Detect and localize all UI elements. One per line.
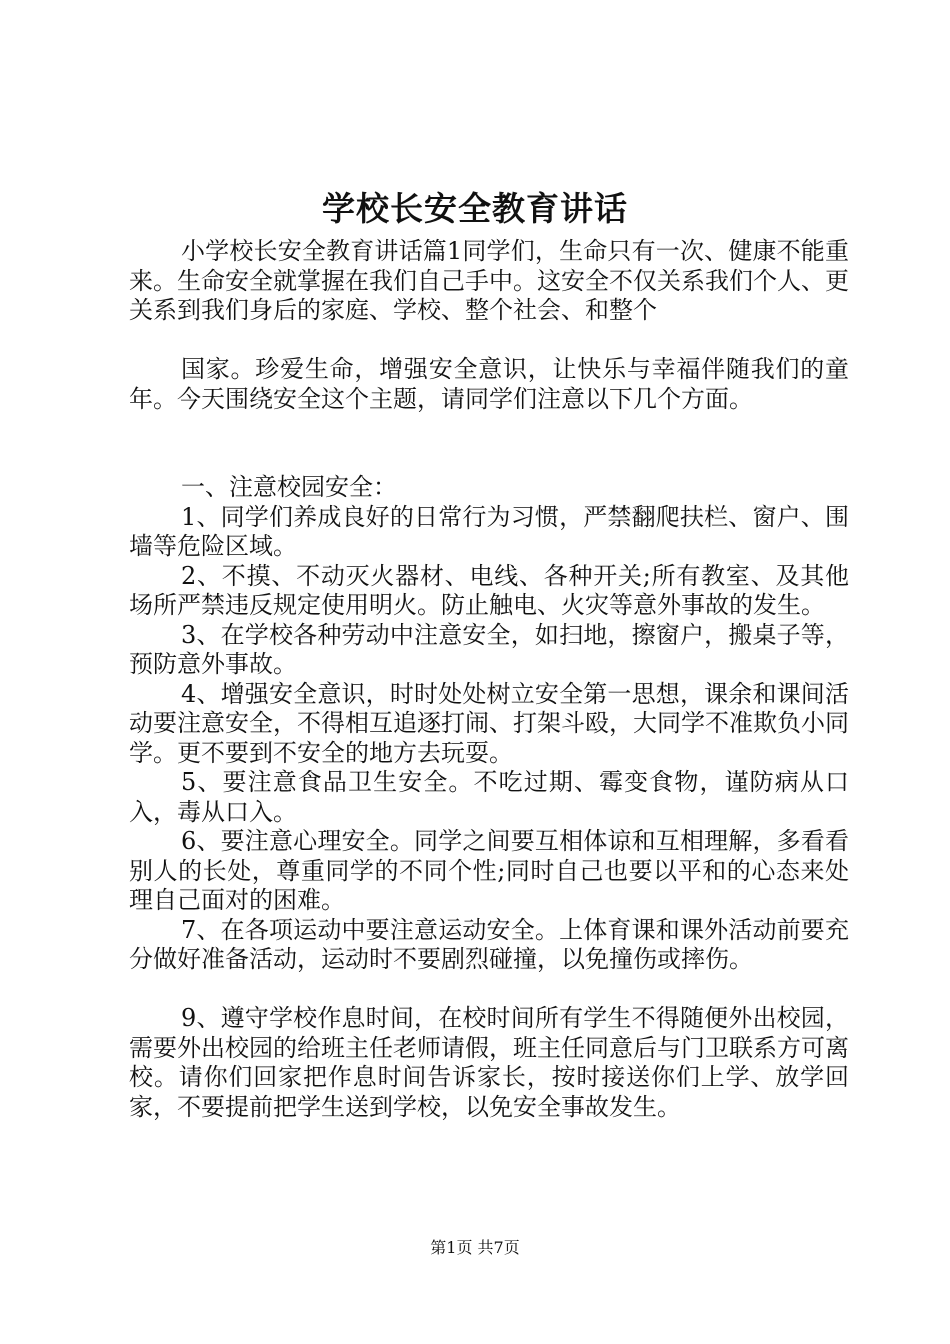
paragraph-intro: 小学校长安全教育讲话篇1同学们，生命只有一次、健康不能重来。生命安全就掌握在我们自己手中。这安全不仅关系我们个人、更关系到我们身后的家庭、学校、整个社会、和整个 <box>129 237 849 324</box>
paragraph-gap <box>129 975 849 1005</box>
list-item: 6、要注意心理安全。同学之间要互相体谅和互相理解，多看看别人的长处，尊重同学的不同个性;同时自己也要以平和的心态来处理自己面对的困难。 <box>129 827 849 914</box>
paragraph-gap <box>129 326 849 356</box>
list-item: 2、不摸、不动灭火器材、电线、各种开关;所有教室、及其他场所严禁违反规定使用明火。防止触电、火灾等意外事故的发生。 <box>129 561 849 619</box>
list-item: 5、要注意食品卫生安全。不吃过期、霉变食物，谨防病从口入，毒从口入。 <box>129 768 849 826</box>
section-heading: 一、注意校园安全： <box>181 473 397 501</box>
page-footer: 第1页 共7页 <box>430 1238 520 1257</box>
list-item: 3、在学校各种劳动中注意安全，如扫地，擦窗户，搬桌子等，预防意外事故。 <box>129 620 849 678</box>
paragraph-gap <box>129 444 849 474</box>
list-item: 1、同学们养成良好的日常行为习惯，严禁翻爬扶栏、窗户、围墙等危险区域。 <box>129 502 849 560</box>
paragraph-intro-continued: 国家。珍爱生命，增强安全意识，让快乐与幸福伴随我们的童年。今天围绕安全这个主题，请同学们注意以下几个方面。 <box>129 355 849 413</box>
paragraph-gap <box>129 414 849 444</box>
document-body <box>129 237 849 1122</box>
list-item: 7、在各项运动中要注意运动安全。上体育课和课外活动前要充分做好准备活动，运动时不要剧烈碰撞，以免撞伤或摔伤。 <box>129 915 849 973</box>
list-item: 9、遵守学校作息时间，在校时间所有学生不得随便外出校园，需要外出校园的给班主任老师请假，班主任同意后与门卫联系方可离校。请你们回家把作息时间告诉家长，按时接送你们上学、放学回家，不要提前把学生送到学校，以免安全事故发生。 <box>129 1004 849 1121</box>
list-item: 4、增强安全意识，时时处处树立安全第一思想，课余和课间活动要注意安全，不得相互追逐打闹、打架斗殴，大同学不准欺负小同学。更不要到不安全的地方去玩耍。 <box>129 679 849 767</box>
document-title: 学校长安全教育讲话 <box>322 189 628 228</box>
